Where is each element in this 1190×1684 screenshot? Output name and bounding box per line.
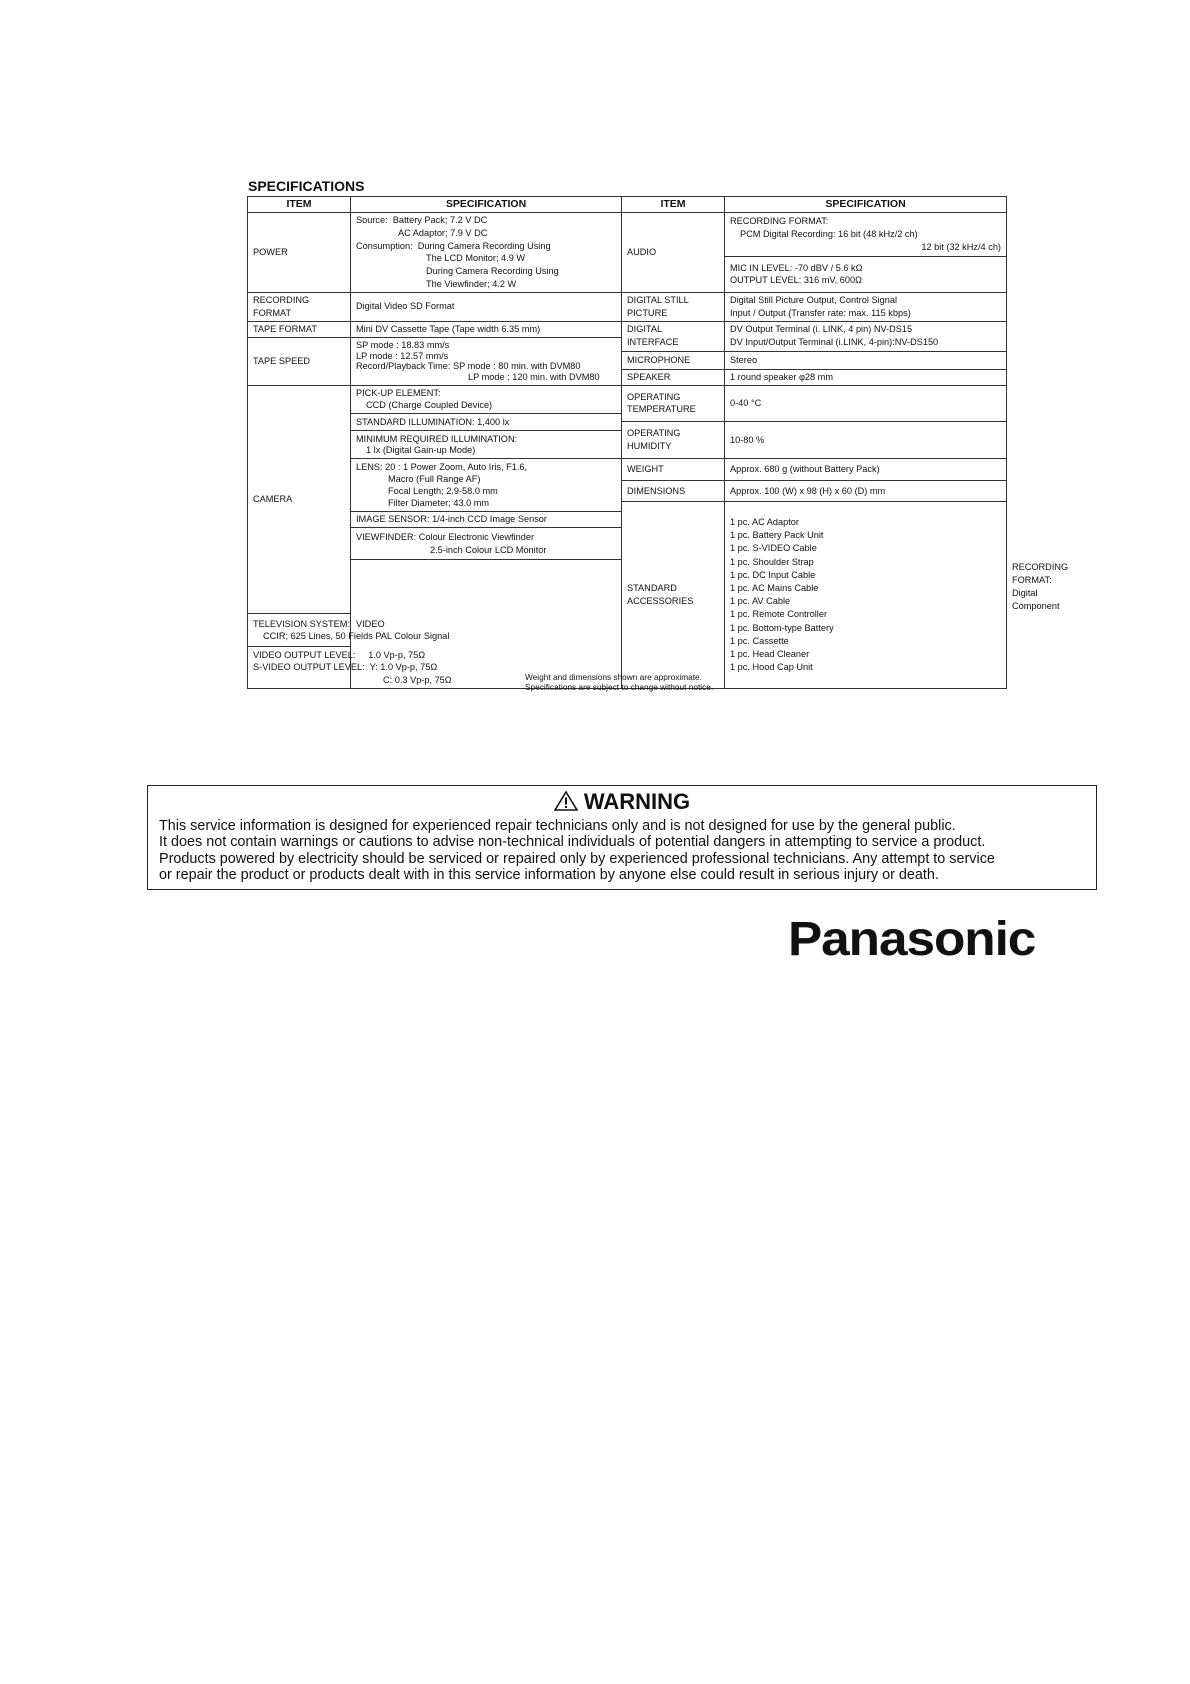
- accessory-item: 1 pc. Remote Controller: [730, 609, 828, 620]
- item-dimensions: DIMENSIONS: [622, 481, 725, 502]
- item-label-line: DIGITAL STILL: [627, 294, 689, 305]
- footnote-line: Specifications are subject to change without notice.: [525, 681, 714, 692]
- accessory-item: 1 pc. Head Cleaner: [730, 649, 810, 660]
- warning-line: This service information is designed for experienced repair technicians only and is not designed for use by the general public.: [159, 818, 956, 834]
- spec-camera-image-sensor: IMAGE SENSOR: 1/4-inch CCD Image Sensor: [351, 512, 622, 528]
- specifications-title: SPECIFICATIONS: [248, 178, 365, 194]
- specifications-footnote: [525, 673, 713, 692]
- accessory-item: 1 pc. S-VIDEO Cable: [730, 543, 817, 554]
- accessory-item: 1 pc. AC Adaptor: [730, 517, 799, 528]
- tape-speed-line: Record/Playback Time: SP mode : 80 min. with DVM80: [356, 361, 581, 372]
- audio-output-level: OUTPUT LEVEL: 316 mV, 600Ω: [730, 275, 862, 286]
- item-digital-still: [622, 292, 725, 321]
- item-operating-humidity: [622, 422, 725, 459]
- item-label-line: FORMAT: [253, 307, 292, 318]
- item-label-line: HUMIDITY: [627, 441, 672, 452]
- item-video: VIDEO: [351, 560, 622, 689]
- lens-line: Filter Diameter; 43.0 mm: [388, 498, 490, 509]
- power-line: Consumption: During Camera Recording Using: [356, 240, 551, 251]
- spec-operating-temperature: 0-40 °C: [725, 385, 1007, 422]
- audio-line: RECORDING FORMAT:: [730, 216, 829, 227]
- header-item-left: ITEM: [248, 197, 351, 213]
- item-operating-temperature: [622, 385, 725, 422]
- accessory-item: 1 pc. Cassette: [730, 635, 789, 646]
- header-spec-left: SPECIFICATION: [351, 197, 622, 213]
- video-line: C: 0.3 Vp-p, 75Ω: [383, 675, 452, 686]
- power-line: The Viewfinder; 4.2 W: [426, 278, 517, 289]
- item-label-line: RECORDING: [253, 294, 310, 305]
- warning-line: or repair the product or products dealt with in this service information by anyone else could result in serious injury or death.: [159, 867, 939, 884]
- accessory-item: 1 pc. Shoulder Strap: [730, 556, 814, 567]
- spec-power: [351, 213, 622, 293]
- power-line: AC Adaptor; 7.9 V DC: [398, 227, 488, 238]
- accessory-item: 1 pc. Hood Cap Unit: [730, 662, 813, 673]
- spec-line: DV Output Terminal (i. LINK, 4 pin) NV-DS15: [730, 323, 913, 334]
- spec-standard-accessories: [725, 502, 1007, 689]
- item-standard-accessories: [622, 502, 725, 689]
- spec-audio-levels: [725, 257, 1007, 293]
- item-tape-speed: TAPE SPEED: [248, 337, 351, 385]
- item-speaker: SPEAKER: [622, 369, 725, 385]
- item-recording-format: [248, 292, 351, 321]
- lens-line: Macro (Full Range AF): [388, 474, 481, 485]
- specifications-table: ITEM SPECIFICATION ITEM SPECIFICATION POWER Source: Battery Pack; 7.2 V DC AC Adaptor; 7.9 V DC Consumption: During Camera Recording Using The LCD Monitor; 4.9 W During Camera Recording Using The Viewfinder; 4.2 W AUDIO RECORDING FORMAT: PCM Digital Recording: 16 bit (48 kHz/2 ch) 12 bit (32 kHz/4 ch) MIC IN LEVEL: -70 dBV / 5.6 kΩ OUTPUT LEVEL: 316 mV, 600Ω RECORDING FORMAT Digital Video SD Format DIGITAL STILL PICTURE Digital Still Picture Output, Control Signal Input / Output (Transfer rate: max. 115 kbps) TAPE FORMAT Mini DV Cassette Tape (Tape width 6.35 mm) DIGITAL INTERFACE DV Output Terminal (i. LINK, 4 pin) NV-DS15 DV Input/Output Terminal (i.LINK, 4-pin):NV-DS150 TAPE SPEED SP mode : 18.83 mm/s LP mode : 12.57 mm/s Record/Playback Time: SP mode : 80 min. with DVM80 LP mode : 120 min. with DVM80 MICROPHONE Stereo SPEAKER 1 round speaker φ28 mm CAMERA PICK-UP ELEMENT: CCD (Charge Coupled Device) OPERATING TEMPERATURE 0-40 °C STANDARD ILLUMINATION: 1,400 lx OPERATING HUMIDITY 10-80 % MINIMUM REQUIRED ILLUMINATION: 1 lx (Digital Gain-up Mode) LENS: 20 : 1 Power Zoom, Auto Iris, F1.6, Macro (Full Range AF) Focal Length; 2.9-58.0 mm Filter Diameter; 43.0 mm WEIGHT Approx. 680 g (without Battery Pack) DIMENSIONS Approx. 100 (W) x 98 (H) x 60 (D) mm STANDARD ACCESSORIES 1 pc. AC Adaptor 1 pc. Battery Pack Unit 1 pc. S-VIDEO Cable 1 pc. Shoulder Strap 1 pc. DC Input Cable 1 pc. AC Mains Cable 1 pc. AV Cable 1 pc. Remote Controller 1 pc. Bottom-type Battery 1 pc. Cassette 1 pc. Head Cleaner 1 pc. Hood Cap Unit IMAGE SENSOR: 1/4-inch CCD Image Sensor VIEWFINDER: Colour Electronic Viewfinder 2.5-inch Colour LCD Monitor VIDEO RECORDING FORMAT: Digital Component TELEVISION SYSTEM: CCIR; 625 Lines, 50 Fields PAL Colour Signal VIDEO OUTPUT LEVEL: 1.0 Vp-p, 75Ω S-VIDEO OUTPUT LEVEL: Y: 1.0 Vp-p, 75Ω C: 0.3 Vp-p, 75Ω: [247, 196, 1007, 689]
- warning-triangle-icon: [554, 791, 578, 817]
- table-header-row: [248, 197, 1007, 213]
- camera-line: 1 lx (Digital Gain-up Mode): [366, 444, 476, 455]
- audio-line: 12 bit (32 kHz/4 ch): [921, 241, 1001, 252]
- spec-digital-still: [725, 292, 1007, 321]
- spec-camera-viewfinder: [351, 528, 622, 560]
- spec-camera-min-illumination: [351, 431, 622, 459]
- video-line: TELEVISION SYSTEM:: [253, 618, 351, 629]
- spec-speaker: 1 round speaker φ28 mm: [725, 369, 1007, 385]
- warning-line: Products powered by electricity should be serviced or repaired only by experienced professional technicians. Any attempt to service: [159, 850, 995, 867]
- warning-box: [147, 785, 1097, 890]
- warning-heading: [148, 789, 1096, 817]
- power-line: Source: Battery Pack; 7.2 V DC: [356, 215, 488, 225]
- spec-tape-speed: [351, 337, 622, 385]
- spec-line: DV Input/Output Terminal (i.LINK, 4-pin):NV-DS150: [730, 336, 939, 347]
- item-label-line: OPERATING: [627, 391, 681, 402]
- panasonic-logo: Panasonic: [788, 913, 1036, 966]
- header-spec-right: SPECIFICATION: [725, 197, 1007, 213]
- item-label-line: TEMPERATURE: [627, 404, 696, 415]
- spec-weight: Approx. 680 g (without Battery Pack): [725, 459, 1007, 481]
- footnote-line: Weight and dimensions shown are approximate.: [525, 672, 702, 682]
- item-label-line: INTERFACE: [627, 337, 679, 348]
- item-label-line: ACCESSORIES: [627, 596, 694, 607]
- warning-text: [159, 818, 995, 884]
- item-microphone: MICROPHONE: [622, 351, 725, 369]
- spec-recording-format: Digital Video SD Format: [351, 292, 622, 321]
- accessory-item: 1 pc. AC Mains Cable: [730, 583, 819, 594]
- spec-camera-lens: [351, 459, 622, 512]
- spec-camera-standard-illumination: STANDARD ILLUMINATION: 1,400 lx: [351, 414, 622, 431]
- spec-line: Input / Output (Transfer rate: max. 115 kbps): [730, 307, 911, 318]
- item-camera: CAMERA: [248, 385, 351, 614]
- audio-mic-level: MIC IN LEVEL: -70 dBV / 5.6 kΩ: [730, 262, 863, 273]
- camera-line: PICK-UP ELEMENT:: [356, 387, 441, 398]
- spec-line: Digital Still Picture Output, Control Signal: [730, 294, 897, 305]
- camera-line: 2.5-inch Colour LCD Monitor: [430, 544, 547, 555]
- spec-microphone: Stereo: [725, 351, 1007, 369]
- spec-digital-interface: [725, 321, 1007, 351]
- tape-speed-line: SP mode : 18.83 mm/s: [356, 340, 450, 351]
- warning-title: WARNING: [583, 789, 691, 814]
- item-label-line: DIGITAL: [627, 324, 663, 335]
- item-digital-interface: [622, 321, 725, 351]
- item-label-line: PICTURE: [627, 307, 668, 318]
- item-power: POWER: [248, 213, 351, 293]
- video-line: S-VIDEO OUTPUT LEVEL: Y: 1.0 Vp-p, 75Ω: [253, 662, 438, 673]
- spec-video-output-level: [248, 647, 452, 689]
- camera-line: VIEWFINDER: Colour Electronic Viewfinder: [356, 531, 535, 542]
- tape-speed-line: LP mode : 120 min. with DVM80: [468, 371, 600, 382]
- item-audio: AUDIO: [622, 213, 725, 293]
- camera-line: MINIMUM REQUIRED ILLUMINATION:: [356, 434, 518, 445]
- tape-speed-line: LP mode : 12.57 mm/s: [356, 350, 449, 361]
- spec-operating-humidity: 10-80 %: [725, 422, 1007, 459]
- power-line: The LCD Monitor; 4.9 W: [426, 253, 526, 264]
- spec-camera-pickup: [351, 385, 622, 414]
- spec-dimensions: Approx. 100 (W) x 98 (H) x 60 (D) mm: [725, 481, 1007, 502]
- video-line: CCIR; 625 Lines, 50 Fields PAL Colour Signal: [263, 631, 450, 642]
- camera-line: CCD (Charge Coupled Device): [366, 400, 493, 411]
- lens-line: LENS: 20 : 1 Power Zoom, Auto Iris, F1.6,: [356, 462, 528, 473]
- header-item-right: ITEM: [622, 197, 725, 213]
- lens-line: Focal Length; 2.9-58.0 mm: [388, 486, 498, 497]
- item-label-line: STANDARD: [627, 583, 677, 594]
- item-tape-format: TAPE FORMAT: [248, 321, 351, 337]
- accessory-item: 1 pc. Bottom-type Battery: [730, 622, 834, 633]
- accessory-item: 1 pc. DC Input Cable: [730, 569, 816, 580]
- spec-tape-format: Mini DV Cassette Tape (Tape width 6.35 mm): [351, 321, 622, 337]
- item-label-line: OPERATING: [627, 428, 681, 439]
- warning-line: It does not contain warnings or cautions to advise non-technical individuals of potential dangers in attempting to service a product.: [159, 834, 986, 851]
- audio-line: PCM Digital Recording: 16 bit (48 kHz/2 ch): [740, 229, 918, 240]
- video-line: VIDEO OUTPUT LEVEL: 1.0 Vp-p, 75Ω: [253, 649, 426, 660]
- spec-audio-recording: [725, 213, 1007, 257]
- accessory-item: 1 pc. AV Cable: [730, 596, 791, 607]
- power-line: During Camera Recording Using: [426, 266, 559, 277]
- accessory-item: 1 pc. Battery Pack Unit: [730, 530, 824, 541]
- item-weight: WEIGHT: [622, 459, 725, 481]
